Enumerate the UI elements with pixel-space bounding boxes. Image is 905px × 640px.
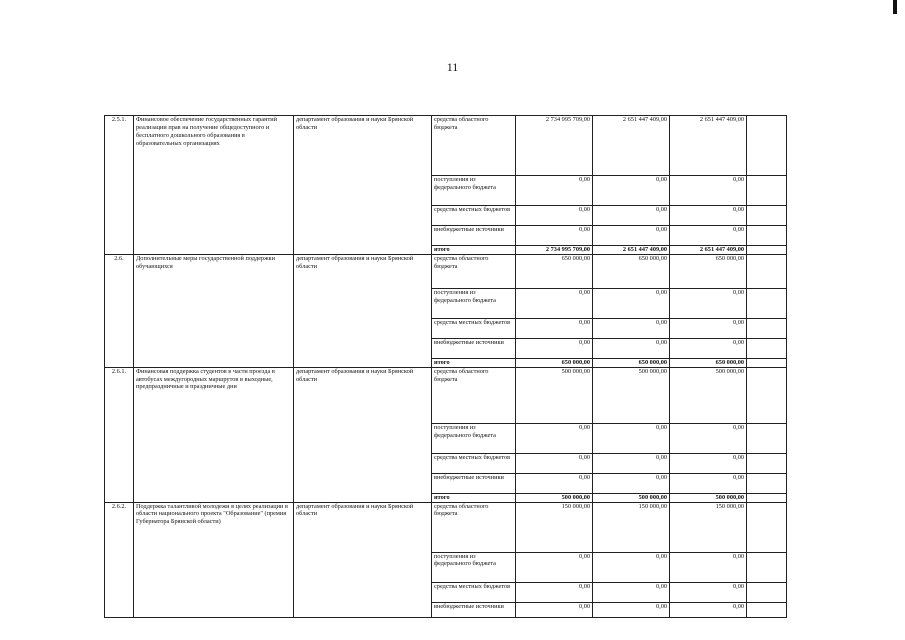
empty-cell xyxy=(747,288,787,318)
amount-cell: 2 734 995 709,00 xyxy=(516,246,593,255)
amount-cell: 0,00 xyxy=(593,288,670,318)
funding-source: итого xyxy=(432,246,516,255)
empty-cell xyxy=(747,582,787,602)
amount-cell: 0,00 xyxy=(593,226,670,246)
funding-source: внебюджетные источники xyxy=(432,602,516,617)
amount-cell: 0,00 xyxy=(593,453,670,473)
amount-cell: 2 651 447 409,00 xyxy=(670,246,747,255)
amount-cell: 650 000,00 xyxy=(516,254,593,288)
amount-cell: 0,00 xyxy=(593,423,670,453)
item-executor: департамент образования и науки Брянской области xyxy=(294,116,432,255)
amount-cell: 0,00 xyxy=(593,552,670,582)
empty-cell xyxy=(747,493,787,502)
funding-source: внебюджетные источники xyxy=(432,473,516,493)
amount-cell: 0,00 xyxy=(516,226,593,246)
amount-cell: 150 000,00 xyxy=(670,502,747,552)
amount-cell: 0,00 xyxy=(516,318,593,338)
amount-cell: 150 000,00 xyxy=(516,502,593,552)
amount-cell: 500 000,00 xyxy=(593,367,670,423)
funding-source: средства областного бюджета xyxy=(432,367,516,423)
amount-cell: 0,00 xyxy=(670,552,747,582)
empty-cell xyxy=(747,358,787,367)
funding-source: внебюджетные источники xyxy=(432,226,516,246)
item-name: Финансовое обеспечение государственных гарантий реализации прав на получение общедоступного и бесплатного дошкольного образования в образовательных организациях xyxy=(134,116,294,255)
amount-cell: 0,00 xyxy=(670,602,747,617)
amount-cell: 0,00 xyxy=(670,453,747,473)
empty-cell xyxy=(747,116,787,176)
funding-source: поступления из федерального бюджета xyxy=(432,288,516,318)
item-code: 2.6.1. xyxy=(105,367,134,502)
amount-cell: 650 000,00 xyxy=(593,358,670,367)
amount-cell: 0,00 xyxy=(593,582,670,602)
amount-cell: 500 000,00 xyxy=(516,367,593,423)
item-executor: департамент образования и науки Брянской области xyxy=(294,502,432,617)
amount-cell: 0,00 xyxy=(516,602,593,617)
funding-source: поступления из федерального бюджета xyxy=(432,423,516,453)
empty-cell xyxy=(747,473,787,493)
empty-cell xyxy=(747,246,787,255)
amount-cell: 0,00 xyxy=(670,288,747,318)
amount-cell: 650 000,00 xyxy=(593,254,670,288)
table-row xyxy=(105,502,787,552)
amount-cell: 0,00 xyxy=(516,338,593,358)
funding-source: внебюджетные источники xyxy=(432,338,516,358)
amount-cell: 0,00 xyxy=(516,453,593,473)
amount-cell: 0,00 xyxy=(516,288,593,318)
table-row xyxy=(105,116,787,176)
amount-cell: 0,00 xyxy=(516,176,593,206)
empty-cell xyxy=(747,226,787,246)
amount-cell: 500 000,00 xyxy=(670,367,747,423)
amount-cell: 0,00 xyxy=(670,338,747,358)
empty-cell xyxy=(747,254,787,288)
amount-cell: 0,00 xyxy=(516,582,593,602)
table-row xyxy=(105,254,787,288)
page-number: 11 xyxy=(446,60,459,74)
amount-cell: 0,00 xyxy=(516,206,593,226)
amount-cell: 0,00 xyxy=(593,338,670,358)
amount-cell: 0,00 xyxy=(670,176,747,206)
budget-table-body xyxy=(105,116,787,618)
amount-cell: 500 000,00 xyxy=(670,493,747,502)
amount-cell: 0,00 xyxy=(593,206,670,226)
funding-source: средства областного бюджета xyxy=(432,502,516,552)
funding-source: средства местных бюджетов xyxy=(432,318,516,338)
item-executor: департамент образования и науки Брянской области xyxy=(294,254,432,367)
empty-cell xyxy=(747,502,787,552)
empty-cell xyxy=(747,423,787,453)
amount-cell: 650 000,00 xyxy=(516,358,593,367)
amount-cell: 650 000,00 xyxy=(670,358,747,367)
amount-cell: 0,00 xyxy=(670,582,747,602)
item-executor: департамент образования и науки Брянской области xyxy=(294,367,432,502)
funding-source: итого xyxy=(432,358,516,367)
empty-cell xyxy=(747,318,787,338)
amount-cell: 2 651 447 409,00 xyxy=(593,246,670,255)
amount-cell: 500 000,00 xyxy=(593,493,670,502)
amount-cell: 0,00 xyxy=(593,176,670,206)
item-name: Дополнительные меры государственной поддержки обучающихся xyxy=(134,254,294,367)
funding-source: средства местных бюджетов xyxy=(432,582,516,602)
amount-cell: 650 000,00 xyxy=(670,254,747,288)
amount-cell: 2 651 447 409,00 xyxy=(670,116,747,176)
funding-source: средства местных бюджетов xyxy=(432,206,516,226)
amount-cell: 2 651 447 409,00 xyxy=(593,116,670,176)
funding-source: поступления из федерального бюджета xyxy=(432,552,516,582)
amount-cell: 0,00 xyxy=(670,473,747,493)
amount-cell: 0,00 xyxy=(593,473,670,493)
item-name: Финансовая поддержка студентов в части проезда в автобусах междугородных маршрутов в выходные, предпраздничные и праздничные дни xyxy=(134,367,294,502)
item-code: 2.5.1. xyxy=(105,116,134,255)
funding-source: итого xyxy=(432,493,516,502)
empty-cell xyxy=(747,206,787,226)
empty-cell xyxy=(747,367,787,423)
empty-cell xyxy=(747,338,787,358)
empty-cell xyxy=(747,552,787,582)
funding-source: поступления из федерального бюджета xyxy=(432,176,516,206)
item-name: Поддержка талантливой молодежи в целях реализации в области национального проекта "Образование" (премия Губернатора Брянской области) xyxy=(134,502,294,617)
amount-cell: 0,00 xyxy=(516,552,593,582)
budget-table xyxy=(104,115,787,618)
amount-cell: 150 000,00 xyxy=(593,502,670,552)
amount-cell: 0,00 xyxy=(516,423,593,453)
amount-cell: 0,00 xyxy=(670,226,747,246)
item-code: 2.6.2. xyxy=(105,502,134,617)
empty-cell xyxy=(747,453,787,473)
amount-cell: 500 000,00 xyxy=(516,493,593,502)
funding-source: средства областного бюджета xyxy=(432,254,516,288)
amount-cell: 0,00 xyxy=(593,602,670,617)
table-row xyxy=(105,367,787,423)
amount-cell: 0,00 xyxy=(670,206,747,226)
amount-cell: 0,00 xyxy=(516,473,593,493)
amount-cell: 0,00 xyxy=(593,318,670,338)
amount-cell: 0,00 xyxy=(670,423,747,453)
empty-cell xyxy=(747,602,787,617)
amount-cell: 0,00 xyxy=(670,318,747,338)
amount-cell: 2 734 995 709,00 xyxy=(516,116,593,176)
scan-edge-mark xyxy=(893,0,897,14)
funding-source: средства местных бюджетов xyxy=(432,453,516,473)
funding-source: средства областного бюджета xyxy=(432,116,516,176)
empty-cell xyxy=(747,176,787,206)
item-code: 2.6. xyxy=(105,254,134,367)
